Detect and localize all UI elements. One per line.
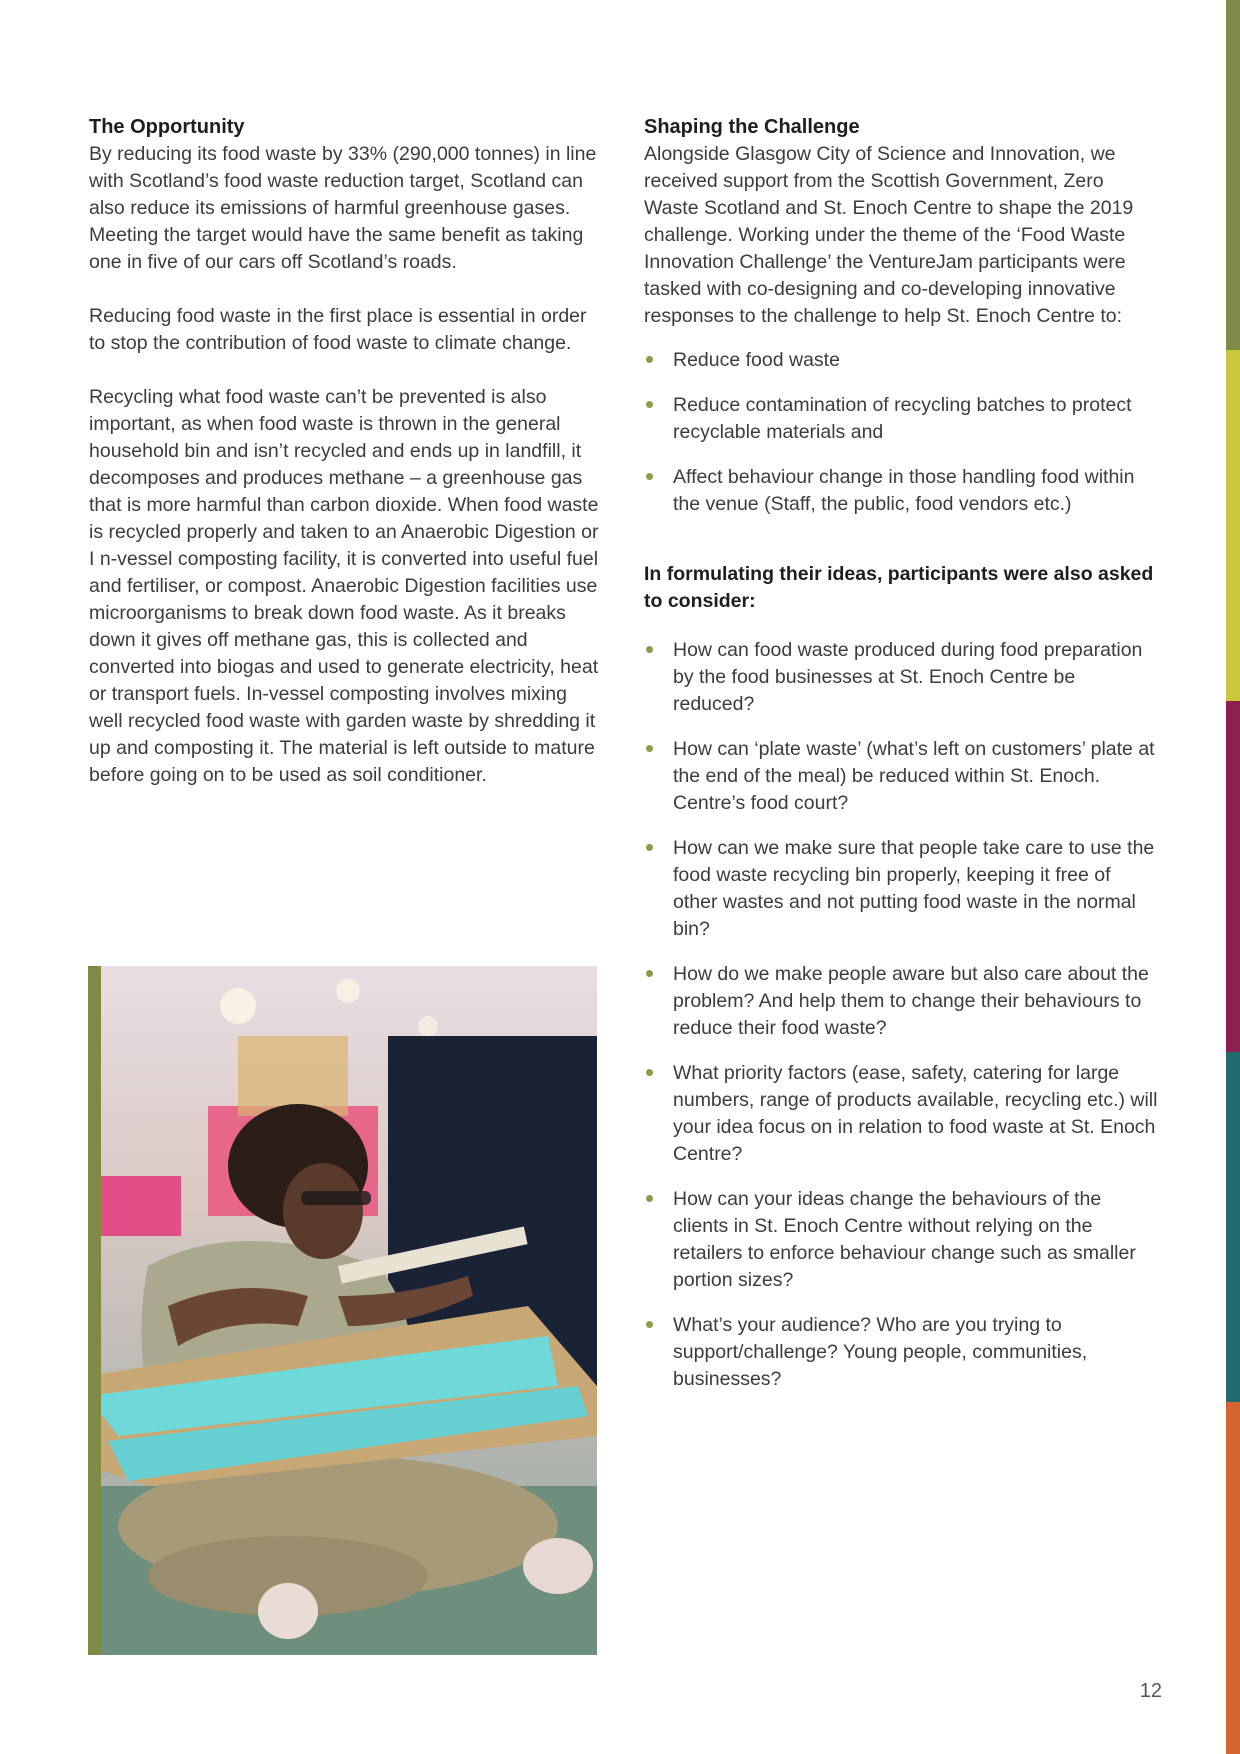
opportunity-paragraph-2: Reducing food waste in the first place is essential in order to stop the contribution of food waste to climate change. — [89, 305, 587, 354]
side-stripe-teal — [1226, 1052, 1240, 1402]
left-column — [89, 114, 599, 789]
opportunity-paragraph-1: By reducing its food waste by 33% (290,000 tonnes) in line with Scotland’s food waste reduction target, Scotland can also reduce its emissions of harmful greenhouse gases. Meeting the target would have the same benefit as taking one in five of our cars off Scotland’s roads. — [89, 143, 597, 273]
bullet-icon — [646, 745, 653, 752]
bullet-icon — [646, 356, 653, 363]
list-item: Reduce food waste — [644, 347, 1159, 374]
bullet-icon — [646, 401, 653, 408]
photo-participant — [88, 966, 597, 1655]
list-item: What’s your audience? Who are you trying to support/challenge? Young people, communities, businesses? — [644, 1312, 1159, 1393]
side-stripe-yellow — [1226, 350, 1240, 701]
list-item: How can ‘plate waste’ (what’s left on customers’ plate at the end of the meal) be reduced within St. Enoch. Centre’s food court? — [644, 736, 1159, 817]
bullet-icon — [646, 1195, 653, 1202]
consider-heading: In formulating their ideas, participants were also asked to consider: — [644, 563, 1154, 612]
list-item: Reduce contamination of recycling batches to protect recyclable materials and — [644, 392, 1159, 446]
bullet-icon — [646, 1321, 653, 1328]
opportunity-paragraph-3: Recycling what food waste can’t be prevented is also important, as when food waste is thrown in the general household bin and isn’t recycled and ends up in landfill, it decomposes and produces methane – a greenhouse gas that is more harmful than carbon dioxide. When food waste is recycled properly and taken to an Anaerobic Digestion or I n-vessel composting facility, it is converted into useful fuel and fertiliser, or compost. Anaerobic Digestion facilities use microorganisms to break down food waste. As it breaks down it gives off methane gas, this is collected and converted into biogas and used to generate electricity, heat or transport fuels. In-vessel composting involves mixing well recycled food waste with garden waste by shredding it up and composting it. The material is left outside to mature before going on to be used as soil conditioner. — [89, 386, 599, 786]
right-column — [644, 114, 1159, 1411]
side-stripe-maroon — [1226, 701, 1240, 1052]
list-item: What priority factors (ease, safety, catering for large numbers, range of products available, recycling etc.) will your idea focus on in relation to food waste at St. Enoch Centre? — [644, 1060, 1159, 1168]
side-stripe-olive — [1226, 0, 1240, 350]
page-number: 12 — [1139, 1680, 1162, 1702]
side-stripe-orange — [1226, 1402, 1240, 1754]
bullet-icon — [646, 646, 653, 653]
questions-list — [644, 637, 1159, 1393]
bullet-icon — [646, 473, 653, 480]
list-item: How do we make people aware but also care about the problem? And help them to change their behaviours to reduce their food waste? — [644, 961, 1159, 1042]
opportunity-heading: The Opportunity — [89, 116, 245, 138]
bullet-icon — [646, 844, 653, 851]
photo-young-person-taping-cardboard-icon — [88, 966, 597, 1655]
challenge-heading: Shaping the Challenge — [644, 116, 860, 138]
bullet-icon — [646, 1069, 653, 1076]
goals-list — [644, 347, 1159, 518]
list-item: How can we make sure that people take care to use the food waste recycling bin properly, keeping it free of other wastes and not putting food waste in the normal bin? — [644, 835, 1159, 943]
list-item: How can your ideas change the behaviours of the clients in St. Enoch Centre without relying on the retailers to enforce behaviour change such as smaller portion sizes? — [644, 1186, 1159, 1294]
list-item: How can food waste produced during food preparation by the food businesses at St. Enoch Centre be reduced? — [644, 637, 1159, 718]
list-item: Affect behaviour change in those handling food within the venue (Staff, the public, food vendors etc.) — [644, 464, 1159, 518]
challenge-intro: Alongside Glasgow City of Science and Innovation, we received support from the Scottish Government, Zero Waste Scotland and St. Enoch Centre to shape the 2019 challenge. Working under the theme of the ‘Food Waste Innovation Challenge’ the VentureJam participants were tasked with co-designing and co-developing innovative responses to the challenge to help St. Enoch Centre to: — [644, 143, 1134, 327]
bullet-icon — [646, 970, 653, 977]
photo-accent-bar — [88, 966, 101, 1655]
